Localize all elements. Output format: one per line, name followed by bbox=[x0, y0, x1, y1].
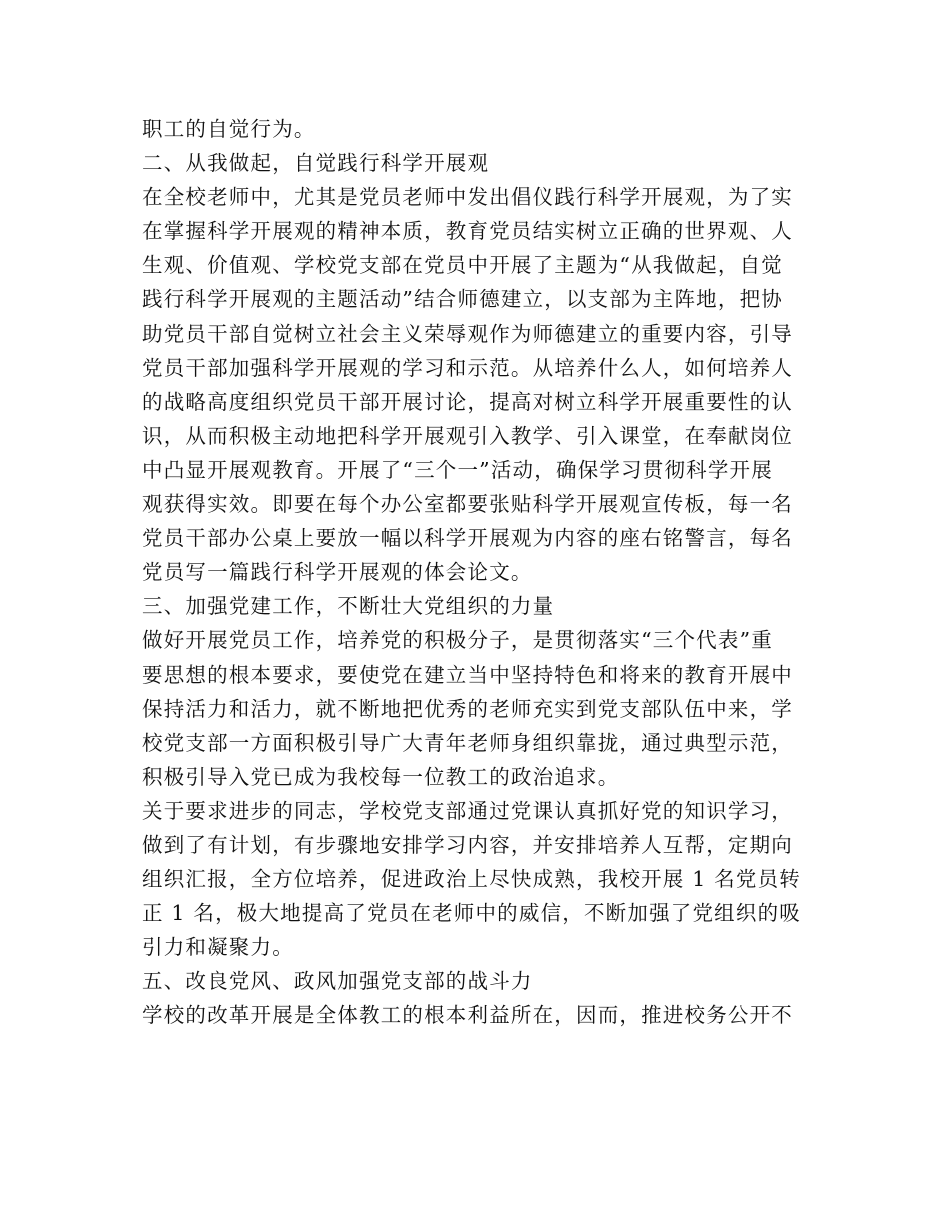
text-line: 生观、价值观、学校党支部在党员中开展了主题为“从我做起，自觉 bbox=[142, 253, 783, 278]
text-line: 观获得实效。即要在每个办公室都要张贴科学开展观宣传板，每一名 bbox=[142, 492, 793, 517]
text-line: 要思想的根本要求，要使党在建立当中坚持特色和将来的教育开展中 bbox=[142, 662, 793, 687]
text-line: 践行科学开展观的主题活动”结合师德建立，以支部为主阵地，把协 bbox=[142, 287, 783, 312]
section-heading: 三、加强党建工作，不断壮大党组织的力量 bbox=[142, 594, 555, 619]
text-line: 校党支部一方面积极引导广大青年老师身组织靠拢，通过典型示范， bbox=[142, 730, 793, 755]
text-line: 正 1 名，极大地提高了党员在老师中的威信，不断加强了党组织的吸 bbox=[142, 901, 801, 926]
text-line: 识，从而积极主动地把科学开展观引入教学、引入课堂，在奉献岗位 bbox=[142, 423, 793, 448]
text-line: 助党员干部自觉树立社会主义荣辱观作为师德建立的重要内容，引导 bbox=[142, 321, 793, 346]
text-line: 在全校老师中，尤其是党员老师中发出倡仪践行科学开展观，为了实 bbox=[142, 185, 793, 210]
text-line: 党员干部加强科学开展观的学习和示范。从培养什么人，如何培养人 bbox=[142, 355, 793, 380]
text-line: 党员写一篇践行科学开展观的体会论文。 bbox=[142, 560, 533, 585]
text-line: 引力和凝聚力。 bbox=[142, 935, 294, 960]
text-line: 的战略高度组织党员干部开展讨论，提高对树立科学开展重要性的认 bbox=[142, 389, 793, 414]
text-line: 中凸显开展观教育。开展了“三个一”活动，确保学习贯彻科学开展 bbox=[142, 457, 773, 482]
document-body bbox=[142, 112, 812, 1033]
text-line: 做到了有计划，有步骤地安排学习内容，并安排培养人互帮，定期向 bbox=[142, 832, 793, 857]
text-line: 保持活力和活力，就不断地把优秀的老师充实到党支部队伍中来，学 bbox=[142, 696, 793, 721]
text-line: 学校的改革开展是全体教工的根本利益所在，因而，推进校务公开不 bbox=[142, 1003, 793, 1028]
text-line: 在掌握科学开展观的精神本质，教育党员结实树立正确的世界观、人 bbox=[142, 219, 793, 244]
text-line: 组织汇报，全方位培养，促进政治上尽快成熟，我校开展 1 名党员转 bbox=[142, 867, 801, 892]
text-line: 积极引导入党已成为我校每一位教工的政治追求。 bbox=[142, 764, 620, 789]
text-line: 做好开展党员工作，培养党的积极分子，是贯彻落实“三个代表”重 bbox=[142, 628, 773, 653]
text-line: 职工的自觉行为。 bbox=[142, 117, 316, 141]
section-heading: 二、从我做起，自觉践行科学开展观 bbox=[142, 151, 490, 176]
section-heading: 五、改良党风、政风加强党支部的战斗力 bbox=[142, 969, 533, 994]
text-line: 党员干部办公桌上要放一幅以科学开展观为内容的座右铭警言，每名 bbox=[142, 526, 793, 551]
text-line: 关于要求进步的同志，学校党支部通过党课认真抓好党的知识学习， bbox=[142, 798, 793, 823]
